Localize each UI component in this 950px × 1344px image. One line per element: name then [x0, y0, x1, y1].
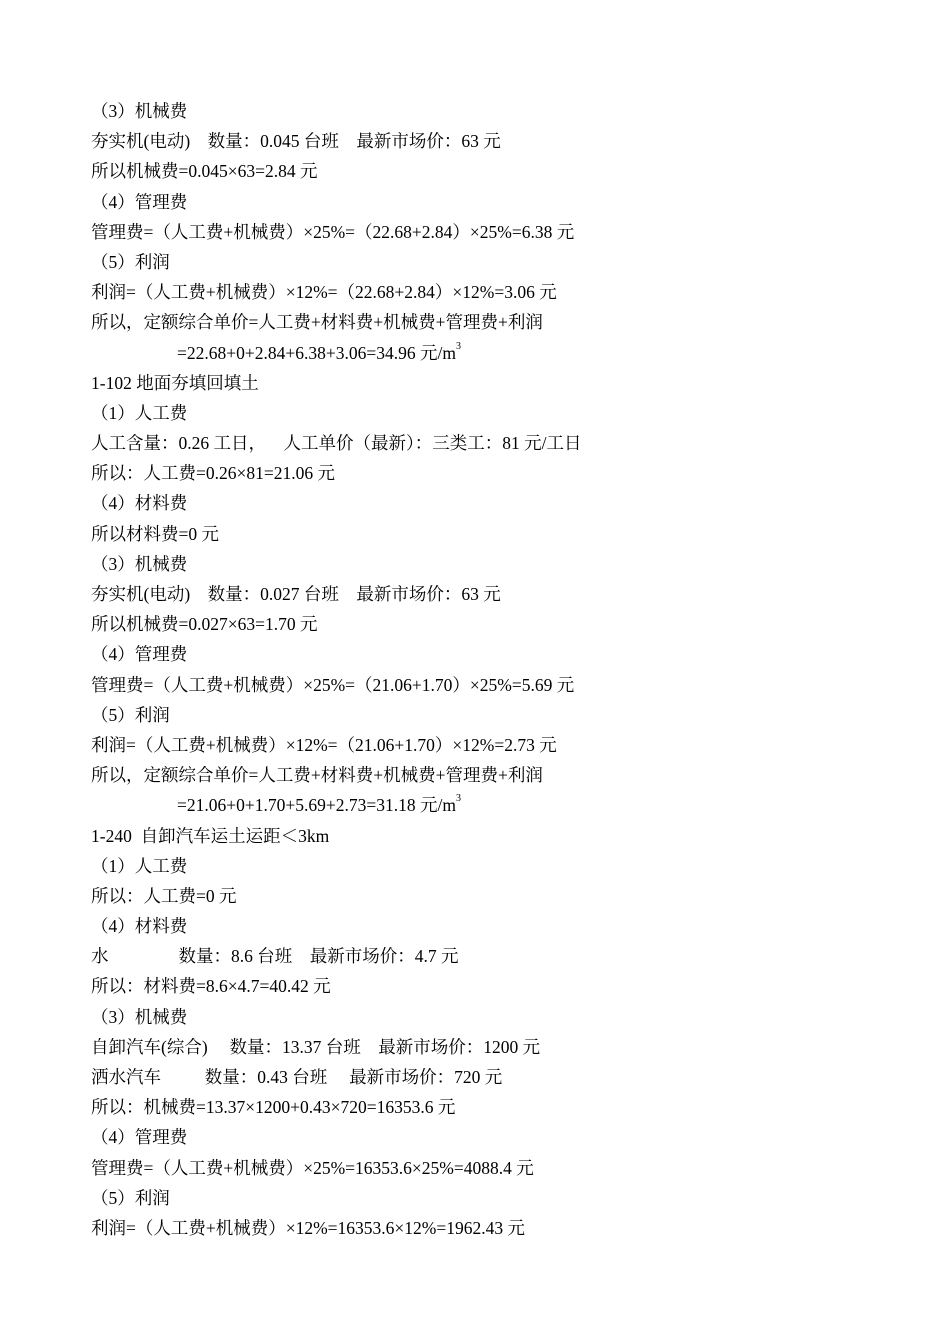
section-heading: （4）管理费 — [91, 1127, 188, 1148]
unit-superscript: 3 — [455, 793, 461, 805]
text-line: 夯实机(电动) 数量：0.027 台班 最新市场价：63 元 — [91, 584, 501, 604]
text-line: 所以：材料费=8.6×4.7=40.42 元 — [91, 976, 331, 997]
text-line: 洒水汽车 数量：0.43 台班 最新市场价：720 元 — [91, 1067, 503, 1087]
section-heading: （5）利润 — [91, 251, 170, 272]
text-line: 所以机械费=0.045×63=2.84 元 — [91, 161, 318, 182]
text-line: 利润=（人工费+机械费）×12%=（22.68+2.84）×12%=3.06 元 — [91, 282, 557, 303]
section-heading: （1）人工费 — [91, 402, 188, 423]
section-heading: （5）利润 — [91, 704, 170, 725]
text-line: 自卸汽车(综合) 数量：13.37 台班 最新市场价：1200 元 — [91, 1036, 541, 1057]
text-line: 所以材料费=0 元 — [91, 523, 219, 544]
unit-superscript: 3 — [455, 340, 461, 352]
text-line: 水 数量：8.6 台班 最新市场价：4.7 元 — [91, 946, 459, 967]
text-line: 所以：人工费=0 元 — [91, 885, 237, 906]
formula-text: =21.06+0+1.70+5.69+2.73=31.18 元/m — [177, 795, 456, 816]
text-line: 管理费=（人工费+机械费）×25%=16353.6×25%=4088.4 元 — [91, 1157, 534, 1178]
section-heading: （4）管理费 — [91, 191, 188, 212]
section-heading: （3）机械费 — [91, 1006, 188, 1027]
section-heading: （1）人工费 — [91, 855, 188, 876]
text-line: 人工含量：0.26 工日， 人工单价（最新）：三类工：81 元/工日 — [91, 433, 582, 454]
text-line: 夯实机(电动) 数量：0.045 台班 最新市场价：63 元 — [91, 131, 501, 152]
text-line: 利润=（人工费+机械费）×12%=16353.6×12%=1962.43 元 — [91, 1217, 525, 1238]
text-line: 所以，定额综合单价=人工费+材料费+机械费+管理费+利润 — [91, 312, 543, 333]
text-line: 所以：机械费=13.37×1200+0.43×720=16353.6 元 — [91, 1097, 456, 1118]
text-line: 所以，定额综合单价=人工费+材料费+机械费+管理费+利润 — [91, 765, 543, 786]
section-heading: （4）管理费 — [91, 644, 188, 665]
text-line: 所以机械费=0.027×63=1.70 元 — [91, 614, 318, 635]
section-heading: （5）利润 — [91, 1187, 170, 1208]
formula-line — [91, 338, 891, 368]
formula-line — [91, 790, 891, 820]
item-title: 1-240 自卸汽车运土运距＜3km — [91, 825, 330, 846]
document-body — [91, 96, 891, 1243]
section-heading: （3）机械费 — [91, 101, 188, 121]
item-title: 1-102 地面夯填回填土 — [91, 372, 259, 393]
formula-text: =22.68+0+2.84+6.38+3.06=34.96 元/m — [177, 342, 456, 363]
text-line: 管理费=（人工费+机械费）×25%=（22.68+2.84）×25%=6.38 元 — [91, 221, 575, 242]
text-line: 管理费=（人工费+机械费）×25%=（21.06+1.70）×25%=5.69 元 — [91, 674, 575, 695]
text-line: 所以：人工费=0.26×81=21.06 元 — [91, 463, 335, 484]
section-heading: （3）机械费 — [91, 553, 188, 574]
text-line: 利润=（人工费+机械费）×12%=（21.06+1.70）×12%=2.73 元 — [91, 734, 557, 755]
section-heading: （4）材料费 — [91, 916, 188, 937]
section-heading: （4）材料费 — [91, 493, 188, 514]
